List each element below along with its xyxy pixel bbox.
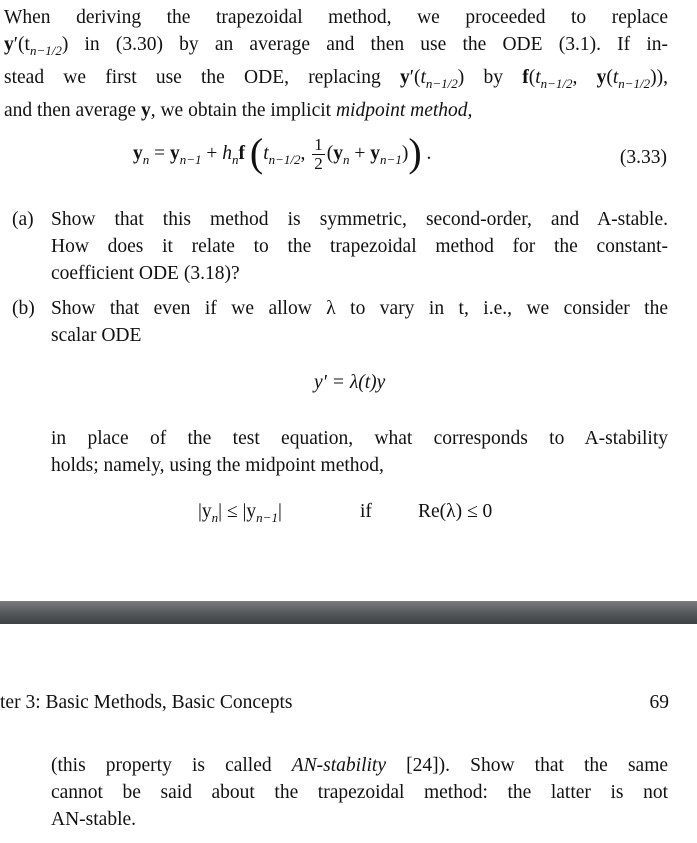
item-b-label: (b) <box>12 298 35 319</box>
item-b-text-top: Show that even if we allow λ to vary in t, i.e., we consider the scalar ODE <box>51 298 668 346</box>
continuation-paragraph: (this property is called AN-stability [24]). Show that the same cannot be said about the trapezoidal method: the latter is not AN-stable. <box>51 755 669 830</box>
intro-line-3: stead we first use the ODE, replacing $y'(t_{n-1/2})$ by $f(t_{n-1/2}$, $y(t_{n-1/2})$), <box>4 67 669 91</box>
inequality-if: if <box>360 501 372 522</box>
intro-paragraph <box>4 4 668 124</box>
page-number: 69 <box>649 692 669 713</box>
inequality-condition: Re(λ) ≤ 0 <box>418 501 493 522</box>
item-a-text: Show that this method is symmetric, second-order, and A-stable. How does it relate to the trapezoidal method for the constant- coefficient ODE (3.18)? <box>51 209 668 284</box>
intro-line-1: When deriving the trapezoidal method, we proceeded to replace <box>4 7 668 28</box>
intro-line-4: and then average y, we obtain the implicit midpoint method, <box>4 100 473 121</box>
fraction-one-half: $\frac{1}{2}$ <box>314 135 323 174</box>
page-break-divider <box>0 601 697 624</box>
equation-number: (3.33) <box>619 147 667 168</box>
an-stability-inequality: $|y_n| \le |y_{n-1}|$ <box>198 501 282 525</box>
intro-line-2: $y'(t_{n-1/2})$ in (3.30) by an average and then use the ODE (3.1). If in- <box>4 34 668 58</box>
item-a-label: (a) <box>12 209 34 230</box>
running-header-chapter: ter 3: Basic Methods, Basic Concepts <box>0 692 293 713</box>
scalar-ode: y′ = λ(t)y <box>314 372 386 393</box>
equation-midpoint: $y_n = y_{n-1} + h_nf$ ($t_{n-1/2}$, $\frac{1}{2}$ $(y_n + y_{n-1})$) . <box>133 130 432 175</box>
item-b-text-mid: in place of the test equation, what corresponds to A-stability holds; namely, using the midpoint method, <box>51 428 668 476</box>
